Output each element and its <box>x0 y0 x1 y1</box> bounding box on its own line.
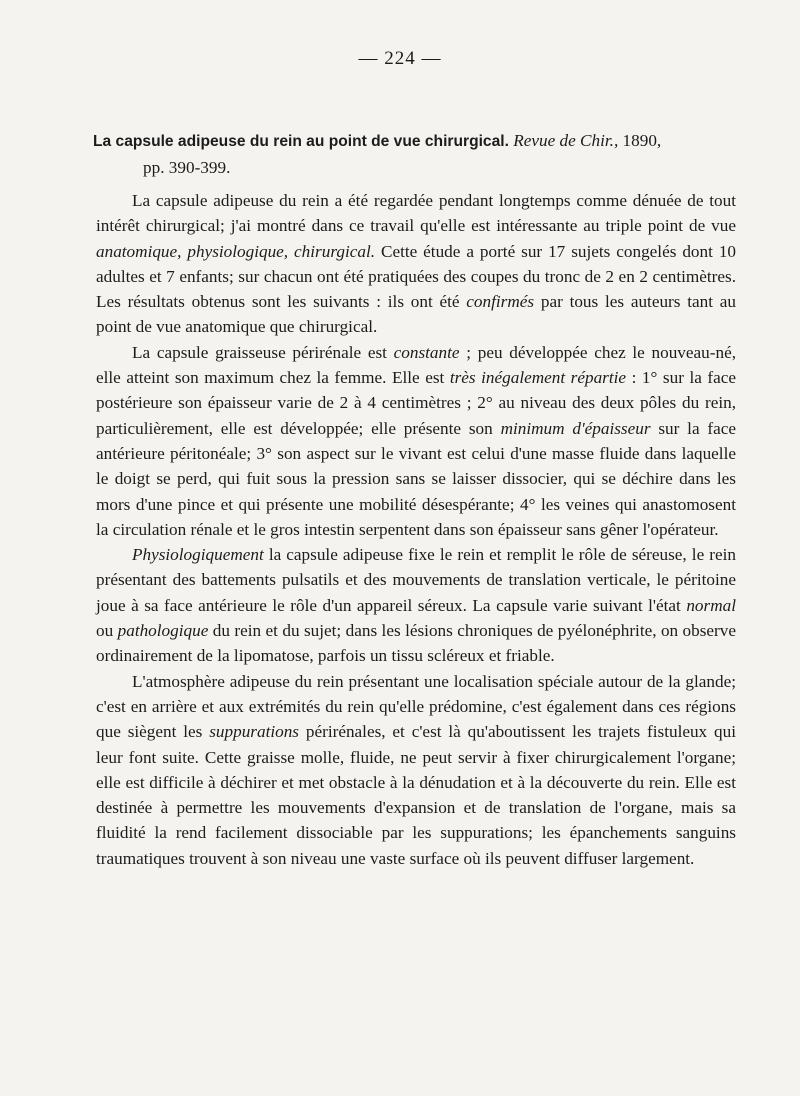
paragraph <box>96 340 736 542</box>
italic-phrase: confirmés <box>466 292 535 312</box>
text-run: ; peu développée chez le nouveau-né, elle atteint son maximum chez la femme. Elle est <box>96 342 736 388</box>
italic-phrase: minimum d'épaisseur <box>500 418 651 438</box>
italic-phrase: Physiologiquement <box>132 545 264 565</box>
italic-phrase: normal <box>686 595 736 615</box>
text-run: par tous les auteurs tant au point de vue anatomique que chirurgical. <box>96 292 736 337</box>
italic-phrase: suppurations <box>209 722 299 742</box>
bibliographic-reference <box>93 128 729 181</box>
text-run: La capsule graisseuse périrénale est <box>132 342 394 362</box>
reference-year: 1890, <box>622 131 662 150</box>
italic-phrase: constante <box>393 342 460 362</box>
reference-pages: pp. 390-399. <box>143 158 231 177</box>
text-run: la capsule adipeuse fixe le rein et remplit le rôle de séreuse, le rein présentant des battements pulsatils et des mouvements de translation verticale, le péritoine joue à sa face antérieure le rôle d'un appareil séreux. La capsule varie suivant l'état <box>96 545 736 615</box>
reference-title: La capsule adipeuse du rein au point de vue chirurgical. <box>93 133 509 150</box>
reference-journal: Revue de Chir., <box>513 131 619 150</box>
text-run: L'atmosphère adipeuse du rein présentant une localisation spéciale autour de la glande; c'est en arrière et aux extrémités du rein qu'elle prédomine, c'est également dans ces régions que siègent les <box>96 671 736 742</box>
text-run: Cette étude a porté sur 17 sujets congelés dont 10 adultes et 7 enfants; sur chacun ont été pratiquées des coupes du tronc de 2 en 2 centimètres. Les résultats obtenus sont les suivants : ils ont été <box>96 241 737 312</box>
body-text <box>96 188 736 871</box>
text-run: du rein et du sujet; dans les lésions chroniques de pyélonéphrite, on observe ordinairement de la lipomatose, parfois un tissu scléreux et friable. <box>96 621 737 666</box>
text-run: périrénales, et c'est là qu'aboutissent les trajets fistuleux qui leur font suite. Cette graisse molle, fluide, ne peut servir à fixer chirurgicalement l'organe; elle est difficile à déchirer et met obstacle à la dénudation et à la découverte du rein. Elle est destinée à permettre les mouvements d'expansion et de translation de l'organe, mais sa fluidité la rend facilement dissociable par les suppurations; les épanchements sanguins traumatiques trouvent à son niveau une vaste surface où ils peuvent diffuser largement. <box>96 722 736 868</box>
italic-phrase: très inégalement répartie <box>449 368 627 388</box>
italic-phrase: anatomique, physiologique, chirurgical. <box>96 241 376 261</box>
text-run: : 1° sur la face postérieure son épaisseur varie de 2 à 4 centimètres ; 2° au niveau des deux pôles du rein, particulièrement, elle est développée; elle présente son <box>96 368 736 438</box>
text-run: sur la face antérieure péritonéale; 3° son aspect sur le vivant est celui d'une masse fluide dans laquelle le doigt se perd, qui fuit sous la pression sans se laisser dissocier, qui se déchire dans les mors d'une pince et qui présente une mobilité désespérante; 4° les veines qui anastomosent la circulation rénale et le gros intestin serpentent dans son épaisseur sans gêner l'opérateur. <box>96 418 737 539</box>
page-number: — 224 — <box>358 48 442 69</box>
paragraph <box>96 188 736 340</box>
paragraph <box>96 542 736 668</box>
text-run: ou <box>96 621 118 641</box>
text-run: La capsule adipeuse du rein a été regardée pendant longtemps comme dénuée de tout intérêt chirurgical; j'ai montré dans ce travail qu'elle est intéressante au triple point de vue <box>96 191 736 236</box>
italic-phrase: pathologique <box>117 621 209 641</box>
paragraph <box>96 669 736 871</box>
